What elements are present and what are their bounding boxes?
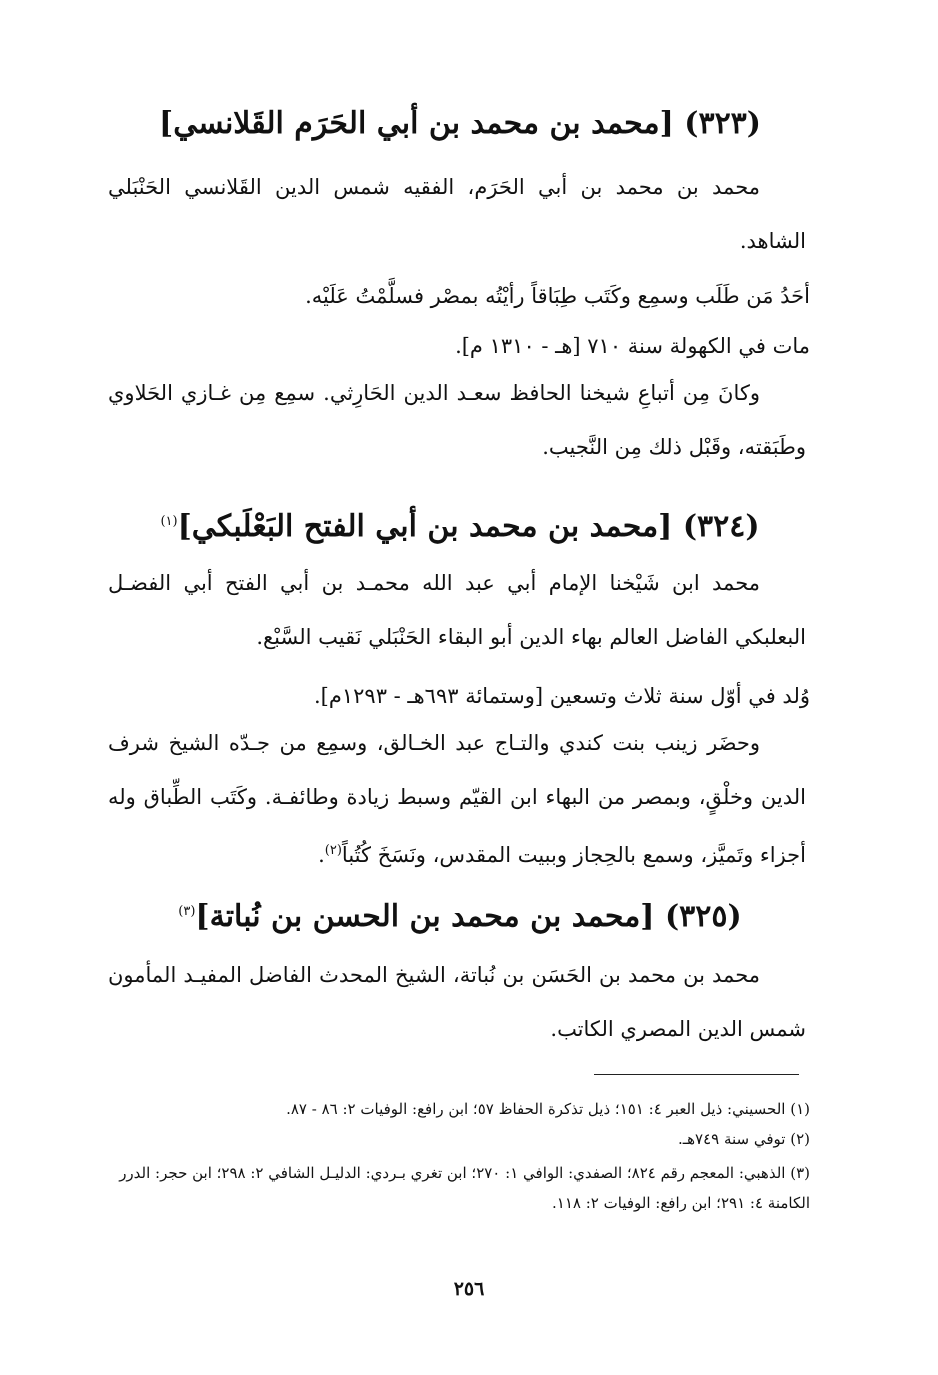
entry-line-323-1: أحَدُ مَن طَلَب وسمِع وكَتَب طِبَاقاً رأيْتُه بمصْر فسلَّمْتُ عَلَيْه. xyxy=(305,284,810,308)
footnote-divider xyxy=(594,1074,799,1075)
entry-line-324-1: وُلد في أوّل سنة ثلاث وتسعين [وستمائة ٦٩٣هـ - ١٢٩٣م]. xyxy=(313,684,810,708)
entry-intro-323: محمد بن محمد بن أبي الحَرَم، الفقيه شمس الدين القَلانسي الحَنْبَلي الشاهد. xyxy=(108,175,806,253)
entry-heading-324 xyxy=(110,502,810,547)
entry-heading-323 xyxy=(110,104,810,144)
entry-heading-text: (٣٢٥) [محمد بن محمد بن الحسن بن نُباتة] xyxy=(195,899,742,934)
entry-intro-324: محمد ابن شَيْخنا الإمام أبي عبد الله محمـد بن أبي الفتح أبي الفضـل البعلبكي الفاضل العالم بهاء الدين أبو البقاء الحَنْبَلي نَقيب السَّبْع. xyxy=(108,571,806,649)
entry-outro-end: . xyxy=(318,843,325,867)
footnote-2: (٢) توفي سنة ٧٤٩هـ. xyxy=(677,1130,810,1148)
page-number: ٢٥٦ xyxy=(453,1278,485,1300)
entry-heading-text: (٣٢٣) [محمد بن محمد بن أبي الحَرَم القَلانسي] xyxy=(159,106,761,141)
entry-line-323-2: مات في الكهولة سنة ٧١٠ [هـ - ١٣١٠ م]. xyxy=(455,334,810,358)
footnote-ref: (٢) xyxy=(324,843,342,858)
footnote-ref: (١) xyxy=(160,514,178,529)
entry-outro-324 xyxy=(108,716,806,882)
entry-outro-323: وكانَ مِن أتباعِ شيخنا الحافظ سعـد الدين الحَارِثي. سمِع مِن غـازي الحَلاوي وطَبَقته، وقَبْل ذلك مِن النَّجيب. xyxy=(108,381,806,459)
footnote-ref: (٣) xyxy=(178,904,196,919)
footnote-3: (٣) الذهبي: المعجم رقم ٨٢٤؛ الصفدي: الوافي ١: ٢٧٠؛ ابن تغري بـردي: الدليـل الشافي ٢: ٢٩٨؛ ابن حجر: الدرر الكامنة ٤: ٢٩١؛ ابن رافع: الوفيات ٢: ١١٨. xyxy=(119,1164,810,1212)
entry-outro-text: وحضَر زينب بنت كندي والتـاج عبد الخـالق، وسمِع من جـدّه الشيخ شرف الدين وخلْقٍ، وبمصر من البهاء ابن القيّم وسبط زيادة وطائفـة. وكَتَب الطِّباق وله أجزاء وتَميَّز، وسمع بالحِجاز وببيت المقدس، ونَسَخَ كُتُباً xyxy=(108,731,806,867)
entry-intro-325: محمد بن محمد بن الحَسَن بن نُباتة، الشيخ المحدث الفاضل المفيـد المأمون شمس الدين المصري الكاتب. xyxy=(108,963,806,1041)
entry-heading-325 xyxy=(110,892,810,937)
entry-heading-text: (٣٢٤) [محمد بن محمد بن أبي الفتح البَعْلَبكي] xyxy=(177,509,760,544)
footnote-1: (١) الحسيني: ذيل العبر ٤: ١٥١؛ ذيل تذكرة الحفاظ ٥٧؛ ابن رافع: الوفيات ٢: ٨٦ - ٨٧. xyxy=(286,1100,810,1118)
